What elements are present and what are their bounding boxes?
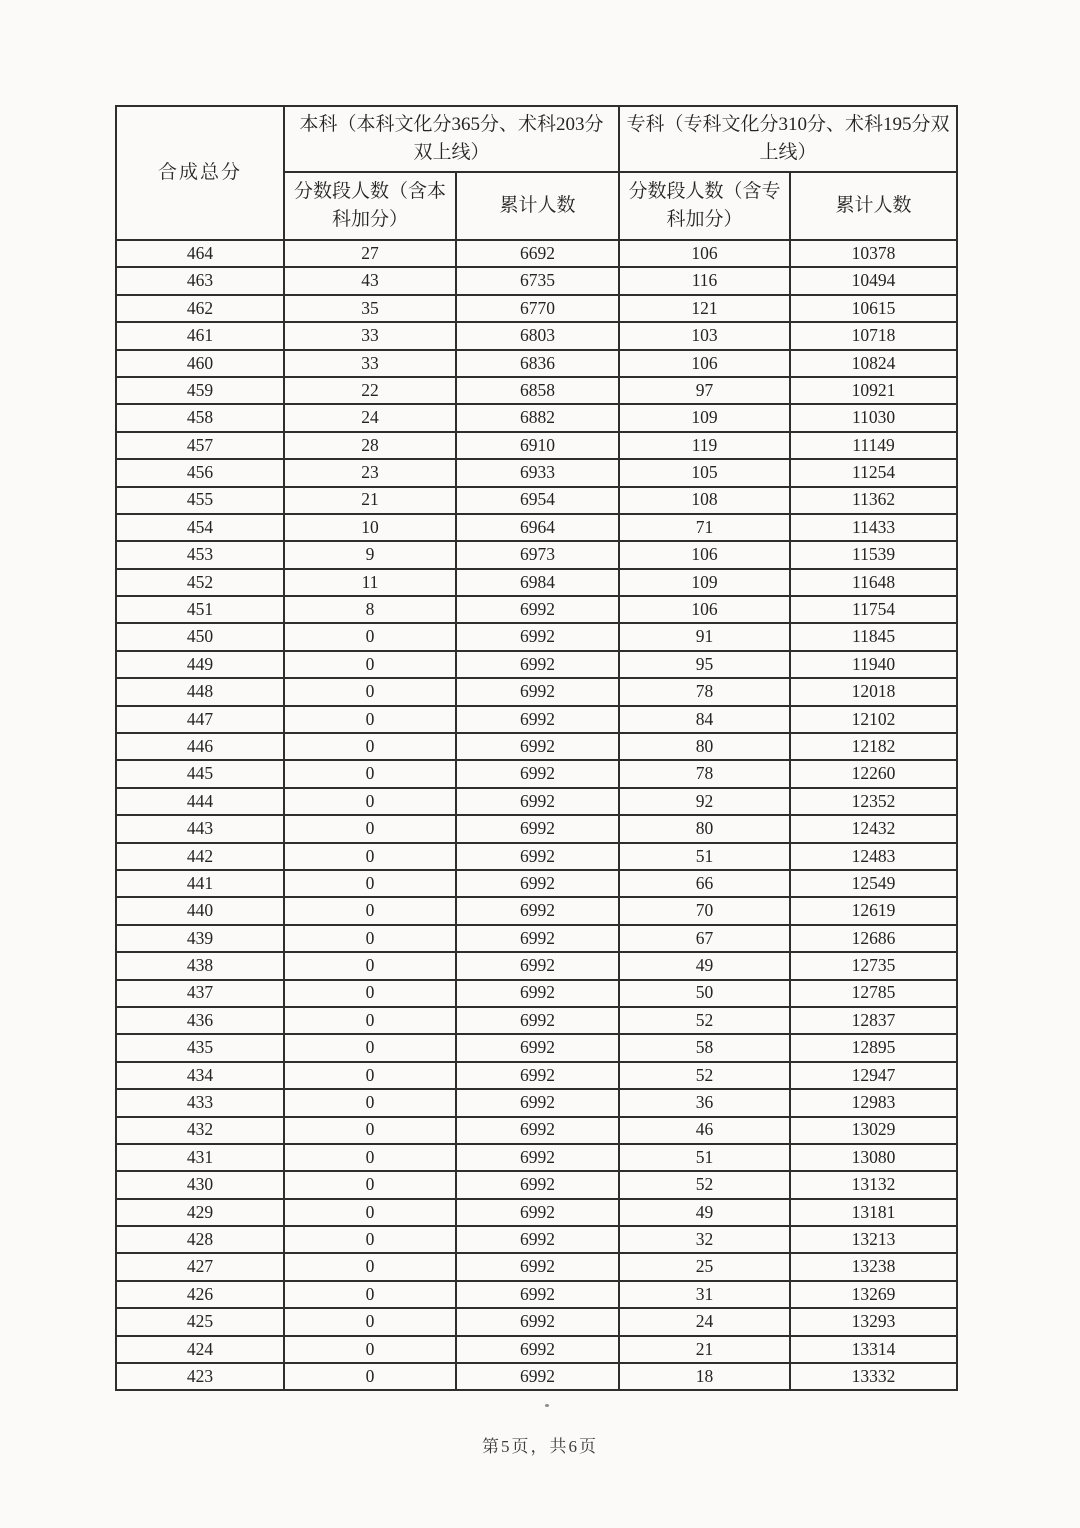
table-cell: 8 (284, 596, 456, 623)
table-cell: 0 (284, 980, 456, 1007)
table-cell: 11940 (790, 651, 957, 678)
table-cell: 448 (116, 678, 284, 705)
table-cell: 66 (619, 870, 790, 897)
table-row (116, 1226, 957, 1253)
table-cell: 452 (116, 569, 284, 596)
table-cell: 0 (284, 897, 456, 924)
table-row (116, 1308, 957, 1335)
table-cell: 67 (619, 925, 790, 952)
table-cell: 13293 (790, 1308, 957, 1335)
table-cell: 6836 (456, 350, 619, 377)
table-row (116, 322, 957, 349)
table-cell: 0 (284, 651, 456, 678)
table-row (116, 651, 957, 678)
table-cell: 52 (619, 1007, 790, 1034)
table-cell: 0 (284, 623, 456, 650)
table-cell: 12483 (790, 843, 957, 870)
table-cell: 428 (116, 1226, 284, 1253)
table-cell: 437 (116, 980, 284, 1007)
table-cell: 6992 (456, 1062, 619, 1089)
table-cell: 12260 (790, 760, 957, 787)
table-row (116, 1144, 957, 1171)
table-row (116, 514, 957, 541)
table-cell: 11648 (790, 569, 957, 596)
table-row (116, 1117, 957, 1144)
table-cell: 6992 (456, 623, 619, 650)
table-cell: 49 (619, 952, 790, 979)
table-cell: 431 (116, 1144, 284, 1171)
table-cell: 0 (284, 1062, 456, 1089)
table-row (116, 733, 957, 760)
table-cell: 21 (619, 1336, 790, 1363)
table-cell: 6910 (456, 432, 619, 459)
table-cell: 50 (619, 980, 790, 1007)
table-row (116, 1281, 957, 1308)
table-cell: 10921 (790, 377, 957, 404)
table-cell: 0 (284, 870, 456, 897)
table-row (116, 432, 957, 459)
table-cell: 460 (116, 350, 284, 377)
table-cell: 6770 (456, 295, 619, 322)
table-cell: 71 (619, 514, 790, 541)
table-row (116, 1199, 957, 1226)
table-row (116, 870, 957, 897)
table-cell: 445 (116, 760, 284, 787)
header-zhuanke-segment-count: 分数段人数（含专科加分） (619, 172, 790, 240)
table-cell: 12182 (790, 733, 957, 760)
table-cell: 0 (284, 788, 456, 815)
table-cell: 0 (284, 678, 456, 705)
table-cell: 106 (619, 596, 790, 623)
table-cell: 11254 (790, 459, 957, 486)
table-cell: 106 (619, 350, 790, 377)
table-row (116, 843, 957, 870)
table-cell: 11754 (790, 596, 957, 623)
table-cell: 6992 (456, 651, 619, 678)
table-cell: 0 (284, 1363, 456, 1390)
table-cell: 6984 (456, 569, 619, 596)
table-cell: 457 (116, 432, 284, 459)
table-cell: 0 (284, 843, 456, 870)
table-cell: 6992 (456, 952, 619, 979)
table-cell: 103 (619, 322, 790, 349)
table-cell: 444 (116, 788, 284, 815)
table-cell: 52 (619, 1062, 790, 1089)
table-row (116, 980, 957, 1007)
table-cell: 11539 (790, 541, 957, 568)
table-cell: 447 (116, 706, 284, 733)
table-cell: 46 (619, 1117, 790, 1144)
table-cell: 446 (116, 733, 284, 760)
table-cell: 6992 (456, 1089, 619, 1116)
table-row (116, 487, 957, 514)
table-cell: 12549 (790, 870, 957, 897)
table-cell: 435 (116, 1034, 284, 1061)
table-row (116, 377, 957, 404)
table-cell: 450 (116, 623, 284, 650)
table-row (116, 596, 957, 623)
table-cell: 6992 (456, 788, 619, 815)
table-cell: 463 (116, 267, 284, 294)
table-cell: 455 (116, 487, 284, 514)
table-row (116, 1363, 957, 1390)
table-row (116, 706, 957, 733)
table-cell: 11362 (790, 487, 957, 514)
table-cell: 12686 (790, 925, 957, 952)
table-row (116, 404, 957, 431)
table-cell: 109 (619, 404, 790, 431)
table-cell: 6803 (456, 322, 619, 349)
table-cell: 13181 (790, 1199, 957, 1226)
table-cell: 459 (116, 377, 284, 404)
table-cell: 12895 (790, 1034, 957, 1061)
table-cell: 43 (284, 267, 456, 294)
table-cell: 92 (619, 788, 790, 815)
table-cell: 0 (284, 1007, 456, 1034)
table-cell: 31 (619, 1281, 790, 1308)
table-cell: 423 (116, 1363, 284, 1390)
table-cell: 6992 (456, 760, 619, 787)
table-cell: 432 (116, 1117, 284, 1144)
header-benke-segment-count: 分数段人数（含本科加分） (284, 172, 456, 240)
table-cell: 426 (116, 1281, 284, 1308)
table-body (116, 240, 957, 1390)
table-cell: 10494 (790, 267, 957, 294)
table-cell: 12619 (790, 897, 957, 924)
table-row (116, 678, 957, 705)
table-cell: 6992 (456, 1117, 619, 1144)
table-cell: 9 (284, 541, 456, 568)
table-cell: 13213 (790, 1226, 957, 1253)
table-cell: 70 (619, 897, 790, 924)
table-row (116, 459, 957, 486)
table-cell: 105 (619, 459, 790, 486)
table-cell: 0 (284, 706, 456, 733)
table-cell: 80 (619, 733, 790, 760)
table-cell: 0 (284, 1144, 456, 1171)
table-cell: 25 (619, 1253, 790, 1280)
table-row (116, 897, 957, 924)
table-cell: 13080 (790, 1144, 957, 1171)
table-cell: 436 (116, 1007, 284, 1034)
table-cell: 0 (284, 1089, 456, 1116)
table-cell: 13269 (790, 1281, 957, 1308)
table-cell: 11030 (790, 404, 957, 431)
table-cell: 121 (619, 295, 790, 322)
table-cell: 6992 (456, 733, 619, 760)
table-cell: 108 (619, 487, 790, 514)
table-cell: 6692 (456, 240, 619, 267)
table-cell: 6735 (456, 267, 619, 294)
table-row (116, 295, 957, 322)
table-cell: 454 (116, 514, 284, 541)
table-cell: 6992 (456, 925, 619, 952)
table-row (116, 925, 957, 952)
table-cell: 12983 (790, 1089, 957, 1116)
table-cell: 6858 (456, 377, 619, 404)
table-cell: 106 (619, 240, 790, 267)
table-cell: 6992 (456, 1199, 619, 1226)
table-cell: 24 (619, 1308, 790, 1335)
table-cell: 6992 (456, 678, 619, 705)
table-cell: 12947 (790, 1062, 957, 1089)
table-cell: 10824 (790, 350, 957, 377)
table-cell: 6992 (456, 1253, 619, 1280)
table-cell: 434 (116, 1062, 284, 1089)
table-cell: 18 (619, 1363, 790, 1390)
table-cell: 6992 (456, 1034, 619, 1061)
table-cell: 0 (284, 1253, 456, 1280)
table-cell: 461 (116, 322, 284, 349)
table-cell: 6992 (456, 815, 619, 842)
table-cell: 12785 (790, 980, 957, 1007)
table-row (116, 541, 957, 568)
table-cell: 6992 (456, 1007, 619, 1034)
table-cell: 106 (619, 541, 790, 568)
table-cell: 27 (284, 240, 456, 267)
table-cell: 52 (619, 1171, 790, 1198)
table-cell: 6933 (456, 459, 619, 486)
table-cell: 453 (116, 541, 284, 568)
table-row (116, 623, 957, 650)
table-cell: 22 (284, 377, 456, 404)
table-row (116, 1034, 957, 1061)
table-row (116, 1089, 957, 1116)
table-cell: 451 (116, 596, 284, 623)
table-cell: 6954 (456, 487, 619, 514)
table-cell: 13314 (790, 1336, 957, 1363)
table-cell: 462 (116, 295, 284, 322)
table-header (116, 106, 957, 240)
table-cell: 6973 (456, 541, 619, 568)
table-cell: 12352 (790, 788, 957, 815)
table-cell: 6992 (456, 1308, 619, 1335)
table-cell: 6992 (456, 980, 619, 1007)
table-cell: 11845 (790, 623, 957, 650)
table-cell: 0 (284, 733, 456, 760)
table-cell: 0 (284, 925, 456, 952)
table-row (116, 267, 957, 294)
table-cell: 95 (619, 651, 790, 678)
table-row (116, 788, 957, 815)
table-cell: 464 (116, 240, 284, 267)
table-cell: 10 (284, 514, 456, 541)
table-cell: 439 (116, 925, 284, 952)
table-cell: 458 (116, 404, 284, 431)
table-cell: 0 (284, 1281, 456, 1308)
table-cell: 12102 (790, 706, 957, 733)
table-cell: 0 (284, 1199, 456, 1226)
table-cell: 51 (619, 1144, 790, 1171)
table-cell: 0 (284, 760, 456, 787)
table-cell: 109 (619, 569, 790, 596)
table-cell: 116 (619, 267, 790, 294)
table-cell: 21 (284, 487, 456, 514)
header-group-zhuanke: 专科（专科文化分310分、术科195分双上线） (619, 106, 957, 172)
table-cell: 6992 (456, 843, 619, 870)
table-cell: 78 (619, 678, 790, 705)
table-cell: 6992 (456, 897, 619, 924)
table-cell: 12837 (790, 1007, 957, 1034)
table-cell: 119 (619, 432, 790, 459)
table-cell: 6992 (456, 1336, 619, 1363)
table-cell: 32 (619, 1226, 790, 1253)
table-cell: 0 (284, 1117, 456, 1144)
table-row (116, 1253, 957, 1280)
table-cell: 6992 (456, 596, 619, 623)
table-cell: 33 (284, 322, 456, 349)
table-cell: 10615 (790, 295, 957, 322)
table-row (116, 760, 957, 787)
table-row (116, 1336, 957, 1363)
table-cell: 427 (116, 1253, 284, 1280)
table-cell: 6992 (456, 1281, 619, 1308)
table-cell: 28 (284, 432, 456, 459)
table-cell: 438 (116, 952, 284, 979)
table-cell: 10718 (790, 322, 957, 349)
table-cell: 23 (284, 459, 456, 486)
header-zhuanke-cumulative-count: 累计人数 (790, 172, 957, 240)
table-cell: 12018 (790, 678, 957, 705)
table-cell: 424 (116, 1336, 284, 1363)
table-cell: 443 (116, 815, 284, 842)
table-cell: 51 (619, 843, 790, 870)
table-cell: 10378 (790, 240, 957, 267)
table-cell: 425 (116, 1308, 284, 1335)
table-cell: 6992 (456, 1363, 619, 1390)
header-group-benke: 本科（本科文化分365分、术科203分双上线） (284, 106, 619, 172)
table-cell: 80 (619, 815, 790, 842)
table-cell: 13332 (790, 1363, 957, 1390)
table-cell: 6992 (456, 1226, 619, 1253)
table-cell: 11149 (790, 432, 957, 459)
table-cell: 6992 (456, 1144, 619, 1171)
table-cell: 0 (284, 1171, 456, 1198)
table-row (116, 1062, 957, 1089)
table-cell: 24 (284, 404, 456, 431)
table-cell: 12735 (790, 952, 957, 979)
table-cell: 13238 (790, 1253, 957, 1280)
table-cell: 35 (284, 295, 456, 322)
table-cell: 449 (116, 651, 284, 678)
table-cell: 0 (284, 1308, 456, 1335)
table-cell: 6964 (456, 514, 619, 541)
table-cell: 97 (619, 377, 790, 404)
table-row (116, 350, 957, 377)
table-cell: 13029 (790, 1117, 957, 1144)
table-cell: 11433 (790, 514, 957, 541)
table-cell: 6992 (456, 1171, 619, 1198)
table-row (116, 1171, 957, 1198)
table-cell: 0 (284, 815, 456, 842)
table-cell: 6992 (456, 706, 619, 733)
scan-speck (545, 1404, 549, 1407)
table-cell: 78 (619, 760, 790, 787)
table-cell: 0 (284, 1034, 456, 1061)
table-cell: 91 (619, 623, 790, 650)
table-row (116, 240, 957, 267)
table-cell: 12432 (790, 815, 957, 842)
header-composite-score: 合成总分 (116, 106, 284, 240)
table-cell: 440 (116, 897, 284, 924)
table-cell: 0 (284, 1336, 456, 1363)
table-cell: 433 (116, 1089, 284, 1116)
table-cell: 430 (116, 1171, 284, 1198)
table-cell: 0 (284, 952, 456, 979)
table-cell: 6992 (456, 870, 619, 897)
table-row (116, 952, 957, 979)
table-row (116, 569, 957, 596)
header-benke-cumulative-count: 累计人数 (456, 172, 619, 240)
page-indicator: 第5页，共6页 (482, 1437, 598, 1456)
table-cell: 33 (284, 350, 456, 377)
table-cell: 0 (284, 1226, 456, 1253)
table-row (116, 1007, 957, 1034)
table-cell: 49 (619, 1199, 790, 1226)
table-cell: 429 (116, 1199, 284, 1226)
table-cell: 84 (619, 706, 790, 733)
table-cell: 11 (284, 569, 456, 596)
table-cell: 6882 (456, 404, 619, 431)
table-cell: 441 (116, 870, 284, 897)
table-cell: 442 (116, 843, 284, 870)
score-distribution-table (115, 105, 958, 1391)
table-cell: 13132 (790, 1171, 957, 1198)
table-cell: 36 (619, 1089, 790, 1116)
table-cell: 456 (116, 459, 284, 486)
table-cell: 58 (619, 1034, 790, 1061)
table-row (116, 815, 957, 842)
